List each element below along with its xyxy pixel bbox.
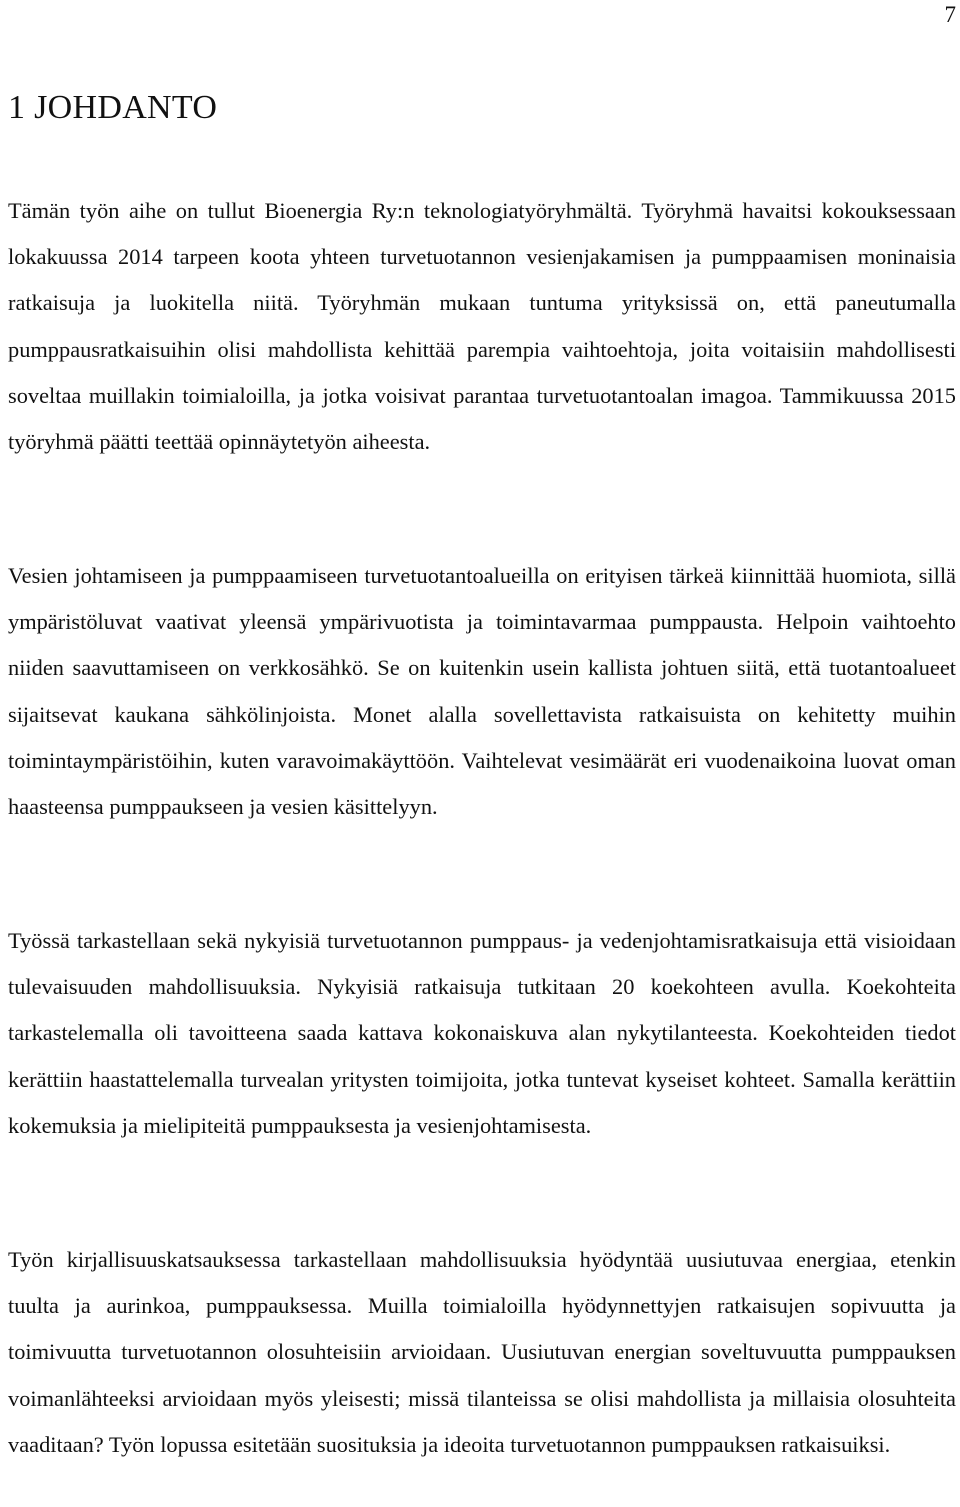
paragraph-intro: Tämän työn aihe on tullut Bioenergia Ry:n teknologiatyöryhmältä. Työryhmä havaitsi kokouksessaan lokakuussa 2014 tarpeen koota yhteen turvetuotannon vesienjakamisen ja pumppaamisen moninaisia ratkaisuja ja luokitella niitä. Työryhmän mukaan tuntuma yrityksissä on, että paneutumalla pumppausratkaisuihin olisi mahdollista kehittää parempia vaihtoehtoja, joita voitaisiin mahdollisesti soveltaa muillakin toimialoilla, ja jotka voisivat parantaa turvetuotantoalan imagoa. Tammikuussa 2015 työryhmä päätti teettää opinnäytetyön aiheesta. (8, 198, 956, 455)
chapter-heading: 1 JOHDANTO (8, 89, 218, 126)
paragraph-literature-review: Työn kirjallisuuskatsauksessa tarkastellaan mahdollisuuksia hyödyntää uusiutuvaa energiaa, etenkin tuulta ja aurinkoa, pumppauksessa. Muilla toimialoilla hyödynnettyjen ratkaisujen sopivuutta ja toimivuutta turvetuotannon olosuhteisiin arvioidaan. Uusiutuvan energian soveltuvuutta pumppauksen voimanlähteeksi arvioidaan myös yleisesti; missä tilanteissa se olisi mahdollista ja millaisia olosuhteita vaaditaan? Työn lopussa esitetään suosituksia ja ideoita turvetuotannon pumppauksen ratkaisuiksi. (8, 1247, 956, 1457)
page-number: 7 (944, 2, 956, 27)
paragraph-water-management: Vesien johtamiseen ja pumppaamiseen turvetuotantoalueilla on erityisen tärkeä kiinnittää huomiota, sillä ympäristöluvat vaativat yleensä ympärivuotista ja toimintavarmaa pumppausta. Helpoin vaihtoehto niiden saavuttamiseen on verkkosähkö. Se on kuitenkin usein kallista johtuen siitä, että tuotantoalueet sijaitsevat kaukana sähkölinjoista. Monet alalla sovellettavista ratkaisuista on kehitetty muihin toimintaympäristöihin, kuten varavoimakäyttöön. Vaihtelevat vesimäärät eri vuodenaikoina luovat oman haasteensa pumppaukseen ja vesien käsittelyyn. (8, 563, 956, 820)
paragraph-study-scope: Työssä tarkastellaan sekä nykyisiä turvetuotannon pumppaus- ja vedenjohtamisratkaisuja että visioidaan tulevaisuuden mahdollisuuksia. Nykyisiä ratkaisuja tutkitaan 20 koekohteen avulla. Koekohteita tarkastelemalla oli tavoitteena saada kattava kokonaiskuva alan nykytilanteesta. Koekohteiden tiedot kerättiin haastattelemalla turvealan yritysten toimijoita, jotka tuntevat kyseiset kohteet. Samalla kerättiin kokemuksia ja mielipiteitä pumppauksesta ja vesienjohtamisesta. (8, 928, 956, 1138)
